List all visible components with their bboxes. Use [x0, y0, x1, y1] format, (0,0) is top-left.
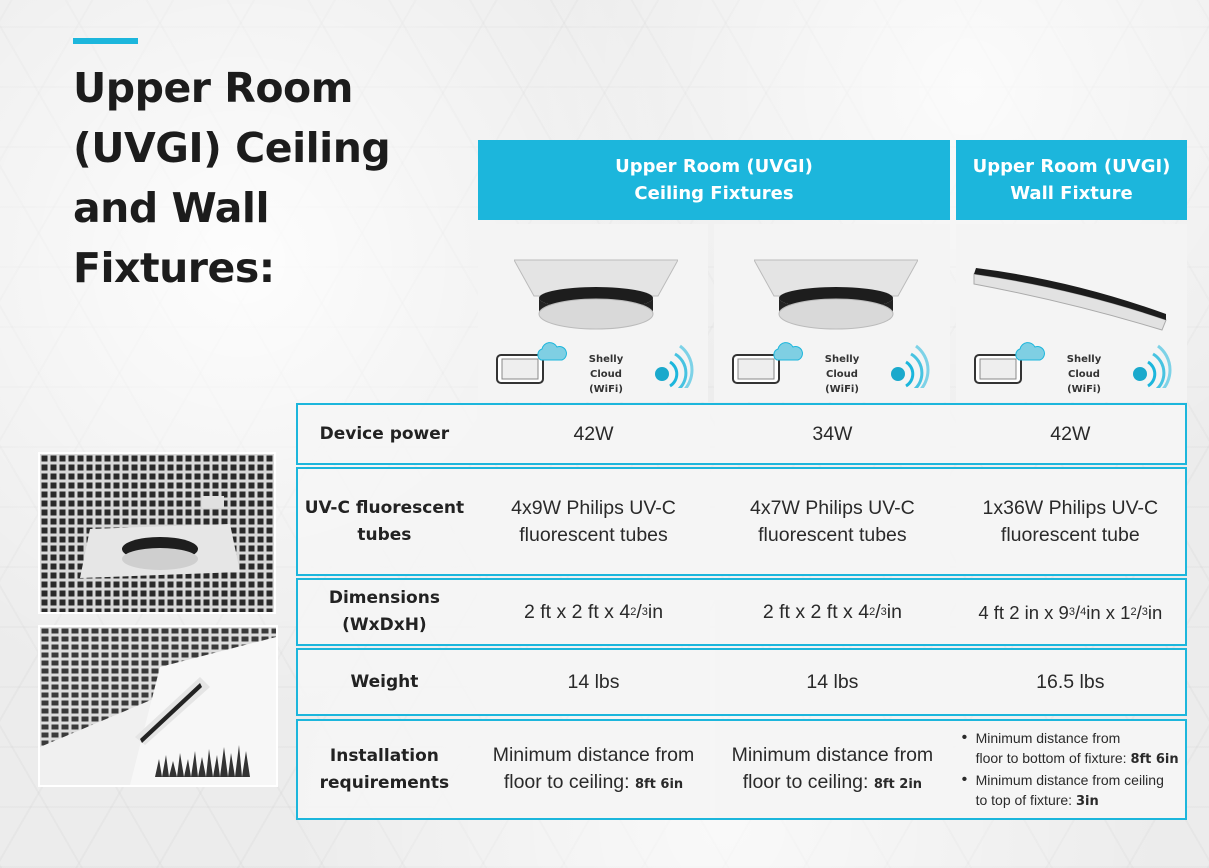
shelly-cloud-badge: [732, 340, 932, 395]
cell-value: [477, 721, 710, 818]
product-ceiling-fixture-1: [478, 224, 708, 402]
header-ceiling-line2: Ceiling Fixtures: [634, 183, 794, 204]
install-line1: Minimum distance from: [975, 729, 1121, 746]
dim-numerator: 2: [630, 605, 637, 618]
ceiling-fixture-image: [754, 258, 918, 332]
cell-value-line1: 1x36W Philips UV-C: [982, 496, 1159, 519]
dim-slash: /: [636, 600, 642, 623]
install-value: 8ft 6in: [1130, 751, 1179, 767]
wall-fixture-image: [972, 264, 1168, 334]
wifi-label: (WiFi): [825, 384, 859, 395]
row-dimensions: [296, 578, 1187, 646]
install-line1: Minimum distance from: [731, 743, 934, 766]
row-label-line1: Dimensions: [328, 588, 440, 608]
header-wall-line2: Wall Fixture: [1010, 183, 1133, 204]
install-line1: Minimum distance from: [492, 743, 695, 766]
install-line2: floor to ceiling:: [503, 770, 635, 793]
cloud-icon: [534, 340, 568, 362]
dim-prefix: 2 ft x 2 ft x 4: [523, 600, 631, 623]
cell-value: 14 lbs: [477, 650, 710, 714]
product-wall-fixture: [956, 224, 1187, 402]
wifi-label: (WiFi): [1067, 384, 1101, 395]
cell-value-line1: 4x9W Philips UV-C: [511, 496, 676, 519]
dim-denominator: 3: [641, 605, 648, 618]
cell-value: [956, 580, 1185, 644]
dim-prefix: 4 ft 2 in x 9: [978, 601, 1069, 623]
install-bullet-list: [958, 728, 1179, 812]
cell-value: 14 lbs: [715, 650, 949, 714]
install-value: 3in: [1075, 793, 1099, 809]
row-label: Weight: [350, 671, 419, 692]
dim-slash: /: [875, 600, 881, 623]
install-bullet: [958, 770, 1179, 812]
dim-numerator: 2: [869, 605, 876, 618]
row-label: [298, 469, 471, 574]
dim-suffix: in: [886, 600, 902, 623]
cell-value: [956, 721, 1185, 818]
row-label: [298, 721, 471, 818]
cell-value: [956, 469, 1185, 574]
dim-denominator: 4: [1080, 605, 1087, 618]
title-accent-bar: [73, 38, 138, 44]
cell-value: 42W: [956, 405, 1185, 463]
install-value: 8ft 6in: [634, 776, 684, 792]
install-line2: floor to ceiling:: [742, 770, 874, 793]
shelly-cloud-badge: [496, 340, 696, 395]
row-label-line1: Installation: [329, 745, 439, 766]
row-weight: [296, 648, 1187, 716]
header-wall-fixture: [956, 140, 1187, 220]
product-ceiling-fixture-2: [714, 224, 950, 402]
cell-value: [477, 580, 710, 644]
wifi-label: (WiFi): [589, 384, 623, 395]
cell-value: [715, 580, 949, 644]
install-bullet: [958, 728, 1179, 770]
page-title: Upper Room (UVGI) Ceiling and Wall Fixtures:: [73, 64, 391, 292]
header-ceiling-fixtures: [478, 140, 950, 220]
cell-value: 42W: [477, 405, 710, 463]
row-device-power: [296, 403, 1187, 465]
dim-numerator: 2: [1130, 605, 1137, 618]
row-label: [298, 580, 471, 644]
dim-suffix: in: [1147, 601, 1163, 623]
row-installation-requirements: [296, 719, 1187, 820]
shelly-cloud-badge: [974, 340, 1174, 395]
dim-numerator: 3: [1068, 605, 1075, 618]
row-label-line2: tubes: [357, 524, 412, 545]
row-uvc-tubes: [296, 467, 1187, 576]
shelly-cloud-label: Shelly Cloud: [824, 354, 860, 380]
install-line2: to top of fixture:: [975, 791, 1076, 808]
cell-value-line2: fluorescent tubes: [758, 523, 907, 546]
dim-denominator: 3: [880, 605, 887, 618]
shelly-cloud-label: Shelly Cloud: [1066, 354, 1102, 380]
dim-suffix: in: [647, 600, 664, 623]
dim-slash: /: [1136, 601, 1142, 623]
row-label-line2: (WxDxH): [342, 615, 427, 635]
dim-middle: in x 1: [1086, 601, 1131, 623]
shelly-cloud-label: Shelly Cloud: [588, 354, 624, 380]
header-wall-line1: Upper Room (UVGI): [972, 156, 1171, 177]
row-label-line2: requirements: [319, 772, 450, 793]
header-ceiling-line1: Upper Room (UVGI): [615, 156, 813, 177]
cell-value: [715, 721, 949, 818]
wall-fixture-photo: [38, 625, 278, 787]
ceiling-fixture-photo: [38, 452, 276, 614]
dim-prefix: 2 ft x 2 ft x 4: [762, 600, 870, 623]
cloud-icon: [1012, 340, 1046, 362]
wifi-icon: [654, 340, 694, 388]
ceiling-fixture-image: [514, 258, 678, 332]
install-line2: floor to bottom of fixture:: [975, 749, 1131, 766]
dim-slash: /: [1074, 601, 1081, 623]
wifi-icon: [1132, 340, 1172, 388]
cell-value: [715, 469, 949, 574]
dim-denominator: 3: [1141, 605, 1148, 618]
cell-value: 34W: [715, 405, 949, 463]
cell-value: 16.5 lbs: [956, 650, 1185, 714]
row-label-line1: UV-C fluorescent: [304, 497, 465, 518]
wifi-icon: [890, 340, 930, 388]
cell-value: [477, 469, 710, 574]
install-line1: Minimum distance from ceiling: [975, 771, 1164, 788]
cell-value-line2: fluorescent tubes: [519, 523, 668, 546]
cell-value-line1: 4x7W Philips UV-C: [750, 496, 915, 519]
cell-value-line2: fluorescent tube: [1000, 523, 1140, 546]
row-label: Device power: [319, 423, 450, 444]
install-value: 8ft 2in: [873, 776, 923, 792]
cloud-icon: [770, 340, 804, 362]
